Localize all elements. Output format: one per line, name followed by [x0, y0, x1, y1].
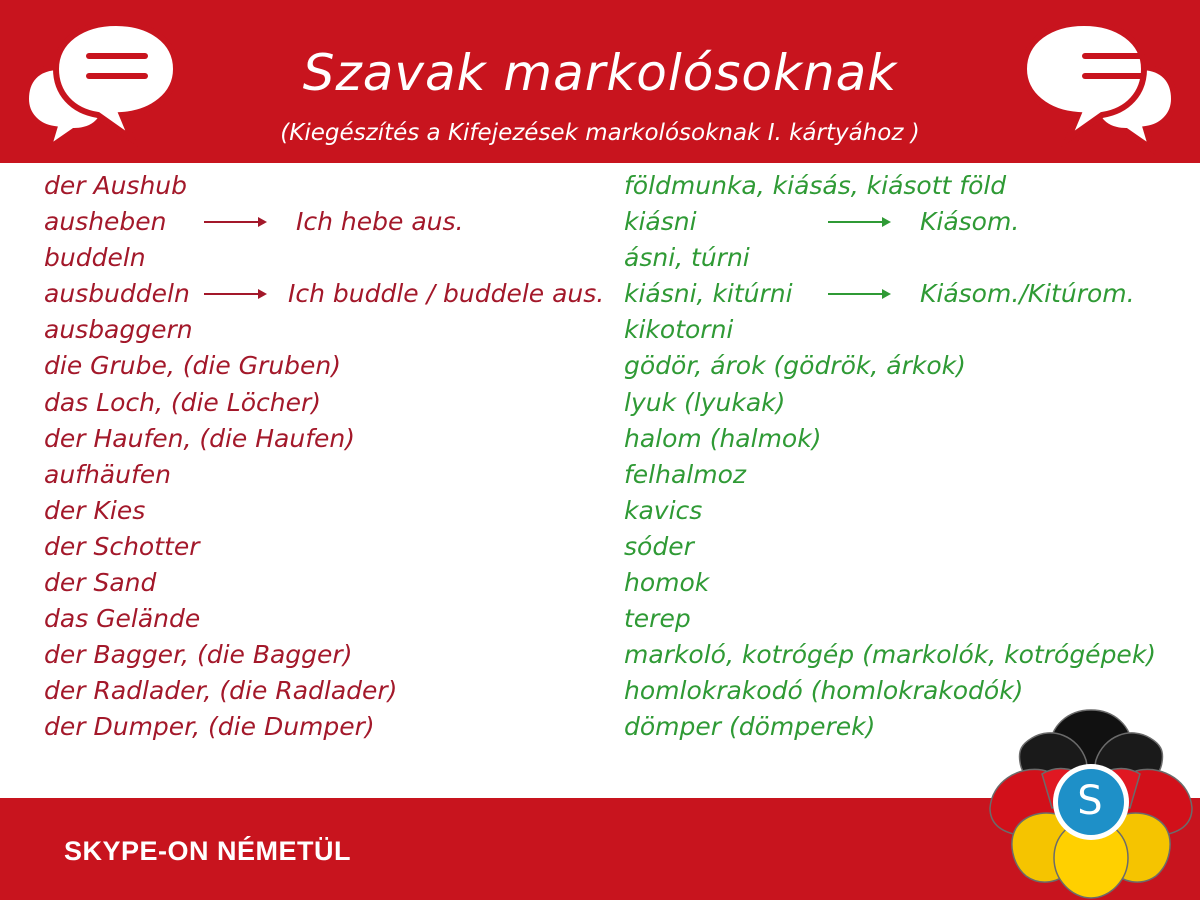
list-item: [624, 565, 1156, 601]
german-term: ausheben: [44, 207, 167, 237]
hungarian-term: lyuk (lyukak): [624, 387, 786, 417]
german-term: die Grube, (die Gruben): [44, 351, 342, 381]
list-item: [624, 348, 1156, 384]
hungarian-term: gödör, árok (gödrök, árkok): [624, 351, 966, 381]
brand-name: SKYPE-ON NÉMETÜL: [64, 836, 352, 866]
german-term: der Schotter: [44, 531, 200, 561]
hungarian-term: kavics: [624, 495, 703, 525]
list-item: [44, 312, 397, 348]
hungarian-term: halom (halmok): [624, 423, 822, 453]
german-term: aufhäufen: [44, 459, 172, 489]
german-term: buddeln: [44, 243, 146, 273]
list-item: [624, 493, 1156, 529]
list-item: [44, 493, 397, 529]
hungarian-term: kiásni, kitúrni: [624, 279, 793, 309]
list-item: [624, 312, 1156, 348]
hungarian-term: sóder: [624, 531, 694, 561]
list-item: [44, 348, 397, 384]
page-subtitle: (Kiegészítés a Kifejezések markolósoknak I. kártyához ): [280, 120, 920, 146]
hungarian-term: homlokrakodó (homlokrakodók): [624, 676, 1024, 706]
list-item: [624, 240, 1156, 276]
german-term: das Gelände: [44, 604, 201, 634]
page-title: Szavak markolósoknak: [302, 44, 898, 102]
list-item: [44, 240, 397, 276]
german-word-list: [44, 168, 605, 746]
list-item: [624, 601, 1156, 637]
hungarian-word-list: [624, 168, 1156, 746]
list-item: [44, 637, 397, 673]
german-example: Ich hebe aus.: [296, 207, 464, 237]
list-item: [44, 565, 397, 601]
list-item: [44, 385, 397, 421]
german-term: der Haufen, (die Haufen): [44, 423, 355, 453]
list-item: [624, 276, 1156, 312]
list-item: [624, 529, 1156, 565]
hungarian-example: Kiásom./Kitúrom.: [920, 279, 1135, 309]
list-item: [624, 673, 1156, 709]
german-term: der Kies: [44, 495, 146, 525]
list-item: [624, 421, 1156, 457]
list-item: [44, 673, 397, 709]
hungarian-term: markoló, kotrógép (markolók, kotrógépek): [624, 640, 1157, 670]
german-term: ausbuddeln: [44, 279, 190, 309]
list-item: [624, 457, 1156, 493]
logo-letter: S: [1077, 778, 1103, 824]
hungarian-term: ásni, túrni: [624, 243, 750, 273]
list-item: [624, 385, 1156, 421]
list-item: [624, 204, 1156, 240]
list-item: [44, 601, 397, 637]
hungarian-term: felhalmoz: [624, 459, 747, 489]
german-term: der Bagger, (die Bagger): [44, 640, 353, 670]
german-term: der Dumper, (die Dumper): [44, 712, 375, 742]
hungarian-term: földmunka, kiásás, kiásott föld: [624, 171, 1007, 200]
german-term: ausbaggern: [44, 315, 193, 345]
hungarian-term: terep: [624, 604, 691, 634]
list-item: [44, 421, 397, 457]
hungarian-term: dömper (dömperek): [624, 712, 876, 742]
list-item: [44, 204, 464, 240]
german-term: der Radlader, (die Radlader): [44, 676, 398, 706]
hungarian-term: homok: [624, 568, 710, 598]
list-item: [44, 276, 605, 312]
list-item: [44, 709, 397, 745]
hungarian-term: kikotorni: [624, 315, 734, 345]
list-item: [44, 529, 397, 565]
german-example: Ich buddle / buddele aus.: [288, 279, 605, 309]
german-term: das Loch, (die Löcher): [44, 387, 321, 417]
german-term: der Sand: [44, 568, 157, 598]
list-item: [44, 457, 397, 493]
german-term: der Aushub: [44, 171, 188, 200]
hungarian-example: Kiásom.: [920, 207, 1020, 237]
list-item: [624, 637, 1156, 673]
list-item: [44, 168, 397, 204]
list-item: [624, 168, 1156, 204]
hungarian-term: kiásni: [624, 207, 697, 237]
